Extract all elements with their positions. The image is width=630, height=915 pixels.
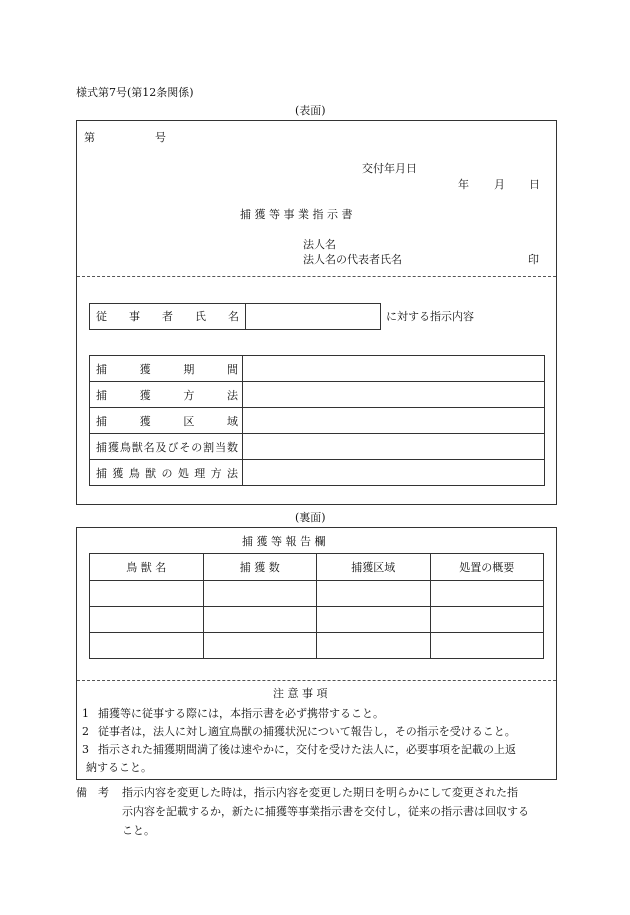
report-row <box>90 607 544 633</box>
remarks-line: 指示内容を変更した時は，指示内容を変更した期日を明らかにして変更された指 <box>122 786 518 799</box>
report-column-header: 捕獲区域 <box>317 554 431 581</box>
report-cell-field[interactable] <box>203 633 317 659</box>
notes-title: 注 意 事 項 <box>273 687 328 700</box>
report-cell-field[interactable] <box>430 633 544 659</box>
number-prefix: 第 <box>84 131 95 144</box>
remarks-line: 示内容を記載するか，新たに捕獲等事業指示書を交付し，従来の指示書は回収する <box>122 805 529 818</box>
instruction-label: 捕 獲 鳥 獣 の 処 理 方 法 <box>90 460 243 486</box>
corp-name-label: 法人名 <box>303 238 336 251</box>
report-cell-field[interactable] <box>203 607 317 633</box>
note-number: 1 <box>82 707 89 720</box>
report-column-header: 鳥 獣 名 <box>90 554 204 581</box>
issue-date-label: 交付年月日 <box>362 162 417 175</box>
instruction-row <box>90 460 545 486</box>
corp-rep-label: 法人名の代表者氏名 <box>303 253 402 266</box>
instruction-row <box>90 356 545 382</box>
report-cell-field[interactable] <box>90 607 204 633</box>
remarks-label: 備 考 <box>76 786 109 799</box>
form-number: 様式第7号(第12条関係) <box>76 86 194 99</box>
note-text: 捕獲等に従事する際には，本指示書を必ず携帯すること。 <box>98 707 384 720</box>
date-year: 年 <box>458 178 469 191</box>
report-cell-field[interactable] <box>203 581 317 607</box>
worker-instruction-suffix: に対する指示内容 <box>386 310 474 323</box>
instruction-label: 捕 獲 期 間 <box>90 356 243 382</box>
instruction-value-field[interactable] <box>243 460 545 486</box>
date-day: 日 <box>529 178 540 191</box>
instruction-label: 捕 獲 鳥 獣 名 及 び そ の 割 当 数 <box>90 434 243 460</box>
front-divider <box>77 276 556 277</box>
number-suffix: 号 <box>155 131 166 144</box>
note-text-continued: 納すること。 <box>86 761 152 774</box>
worker-name-label-cell <box>89 303 246 330</box>
report-column-header: 処置の概要 <box>430 554 544 581</box>
instruction-row <box>90 408 545 434</box>
instruction-label: 捕 獲 区 域 <box>90 408 243 434</box>
instruction-value-field[interactable] <box>243 382 545 408</box>
note-number: 2 <box>82 725 89 738</box>
note-text: 従事者は，法人に対し適宜鳥獣の捕獲状況について報告し，その指示を受けること。 <box>98 725 516 738</box>
worker-name-label: 従 事 者 氏 名 <box>96 310 239 323</box>
note-text: 指示された捕獲期間満了後は速やかに，交付を受けた法人に，必要事項を記載の上返 <box>98 743 516 756</box>
remarks-line: こと。 <box>122 824 155 837</box>
document-title: 捕 獲 等 事 業 指 示 書 <box>240 208 353 221</box>
instruction-value-field[interactable] <box>243 408 545 434</box>
worker-name-field[interactable] <box>245 303 381 330</box>
instruction-value-field[interactable] <box>243 356 545 382</box>
back-divider <box>77 680 556 681</box>
report-row <box>90 633 544 659</box>
report-column-header: 捕 獲 数 <box>203 554 317 581</box>
report-table <box>89 553 544 659</box>
report-row <box>90 581 544 607</box>
report-cell-field[interactable] <box>90 633 204 659</box>
back-caption: (裏面) <box>295 511 326 524</box>
instruction-table <box>89 355 545 486</box>
report-cell-field[interactable] <box>90 581 204 607</box>
instruction-value-field[interactable] <box>243 434 545 460</box>
instruction-row <box>90 382 545 408</box>
instruction-row <box>90 434 545 460</box>
report-cell-field[interactable] <box>317 581 431 607</box>
instruction-label: 捕 獲 方 法 <box>90 382 243 408</box>
note-number: 3 <box>82 743 89 756</box>
report-header-row <box>90 554 544 581</box>
report-cell-field[interactable] <box>430 607 544 633</box>
seal-label: 印 <box>528 253 539 266</box>
report-cell-field[interactable] <box>430 581 544 607</box>
report-cell-field[interactable] <box>317 607 431 633</box>
report-title: 捕 獲 等 報 告 欄 <box>242 535 326 548</box>
date-month: 月 <box>494 178 505 191</box>
front-caption: (表面) <box>295 104 326 117</box>
report-cell-field[interactable] <box>317 633 431 659</box>
